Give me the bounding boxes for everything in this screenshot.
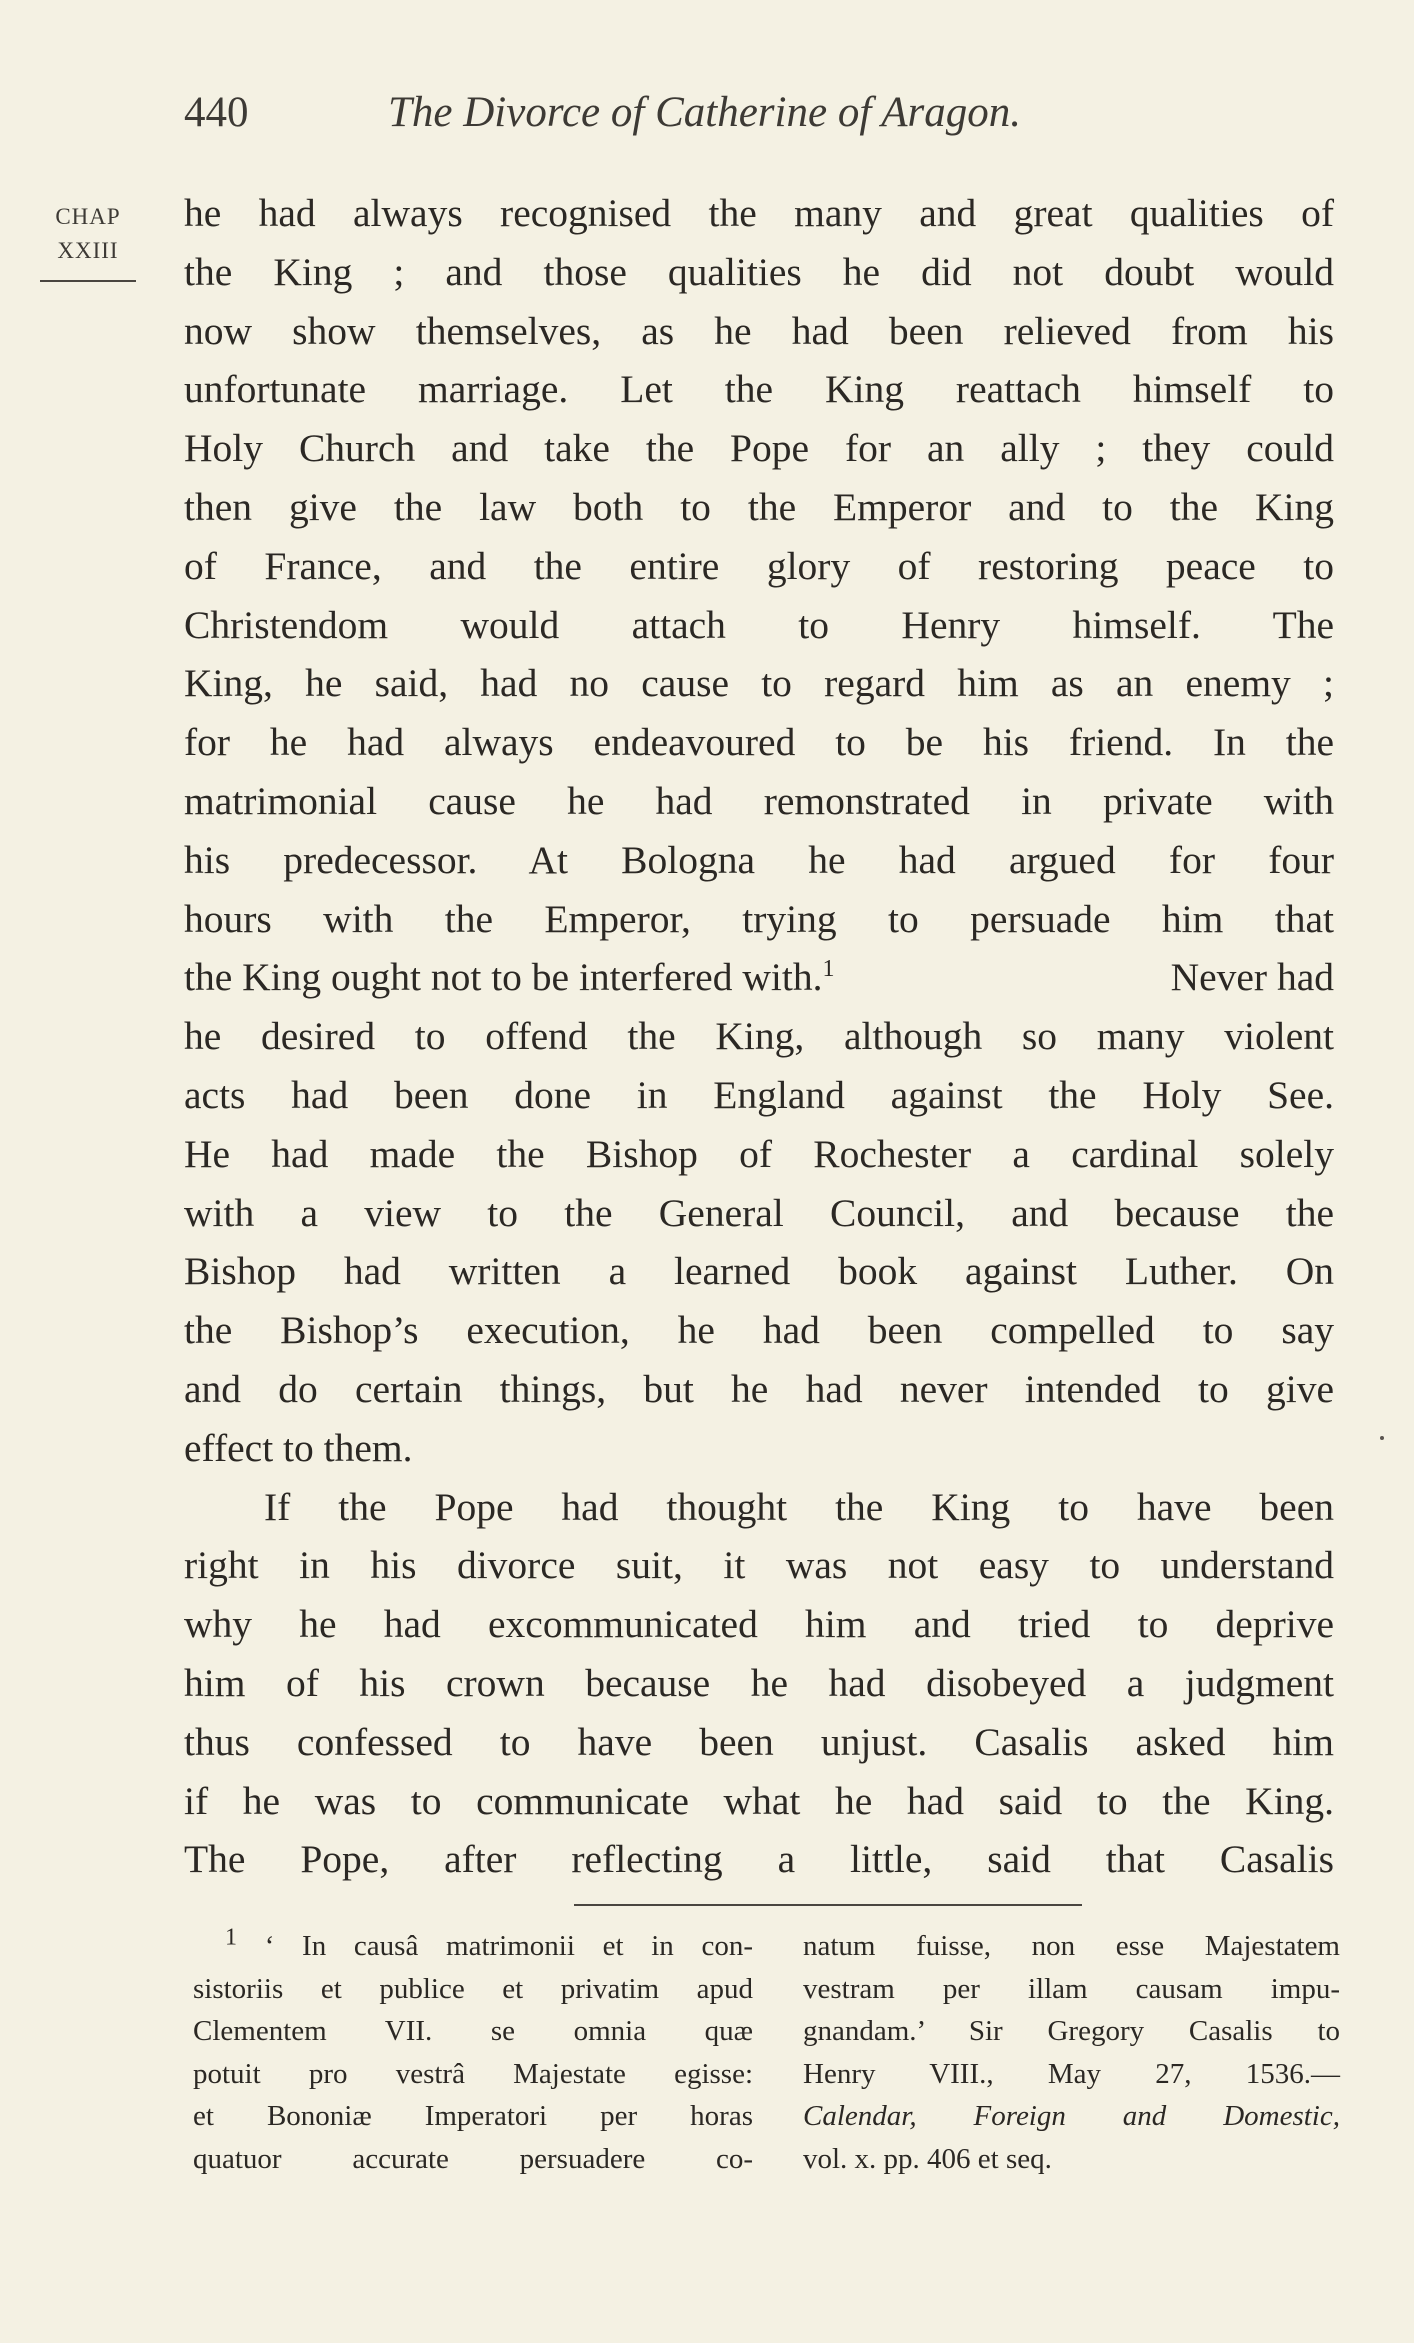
- text-line: effect to them.: [184, 1425, 413, 1470]
- footnote-line: vestram per illam causam impu-: [803, 1972, 1340, 2005]
- footnote-line: sistoriis et publice et privatim apud: [193, 1972, 753, 2005]
- footnote-column-left: [193, 1925, 753, 2180]
- text-line: if he was to communicate what he had said to the King.: [184, 1778, 1334, 1823]
- text-line: he desired to offend the King, although so many violent: [184, 1014, 1334, 1059]
- text-line: his predecessor. At Bologna he had argued for four: [184, 837, 1334, 882]
- text-line: The Pope, after reflecting a little, said that Casalis: [184, 1837, 1334, 1882]
- footnote-column-right: [803, 1925, 1340, 2180]
- text-line: matrimonial cause he had remonstrated in private with: [184, 778, 1334, 823]
- text-line: He had made the Bishop of Rochester a cardinal solely: [184, 1131, 1334, 1176]
- footnote-rule: [574, 1904, 1082, 1906]
- text-line-head: the King ought not to be interfered with.: [184, 955, 823, 1000]
- page-number: 440: [184, 89, 249, 136]
- text-line: with a view to the General Council, and because the: [184, 1190, 1334, 1235]
- text-line: and do certain things, but he had never intended to give: [184, 1366, 1334, 1411]
- text-line: acts had been done in England against the Holy See.: [184, 1072, 1334, 1117]
- footnote-marker: 1: [225, 1924, 237, 1951]
- text-line: thus confessed to have been unjust. Casalis asked him: [184, 1719, 1334, 1764]
- text-line: of France, and the entire glory of restoring peace to: [184, 543, 1334, 588]
- footnote-line: vol. x. pp. 406 et seq.: [803, 2142, 1052, 2175]
- footnote-line: Clementem VII. se omnia quæ: [193, 2015, 753, 2047]
- text-line: then give the law both to the Emperor and to the King: [184, 484, 1334, 529]
- text-line: unfortunate marriage. Let the King reattach himself to: [184, 367, 1334, 412]
- footnote-ref: 1: [822, 956, 835, 983]
- text-line: for he had always endeavoured to be his friend. In the: [184, 720, 1334, 765]
- footnote-line: et Bononiæ Imperatori per horas: [193, 2100, 753, 2132]
- text-line: hours with the Emperor, trying to persuade him that: [184, 896, 1334, 941]
- footnote-line-italic: Calendar, Foreign and Domestic,: [803, 2100, 1340, 2132]
- paper-speck: [1380, 1436, 1384, 1440]
- text-line: King, he said, had no cause to regard him as an enemy ;: [184, 661, 1334, 706]
- text-line: Holy Church and take the Pope for an ally ; they could: [184, 426, 1334, 471]
- side-note-rule: [40, 280, 136, 282]
- body-text: [184, 184, 1334, 1889]
- footnote-line: Henry VIII., May 27, 1536.—: [803, 2057, 1340, 2090]
- footnote-line: gnandam.’ Sir Gregory Casalis to: [803, 2015, 1340, 2047]
- text-line: right in his divorce suit, it was not easy to understand: [184, 1543, 1334, 1588]
- text-line: Bishop had written a learned book against Luther. On: [184, 1249, 1334, 1294]
- chapter-side-note: [38, 200, 138, 282]
- chap-label: CHAP: [55, 204, 121, 229]
- text-line-with-footnote: [184, 948, 1334, 1007]
- text-line-tail: Never had: [1170, 955, 1334, 1000]
- text-line: the Bishop’s execution, he had been compelled to say: [184, 1308, 1334, 1353]
- running-header: [178, 88, 1128, 138]
- running-title: The Divorce of Catherine of Aragon.: [388, 89, 1021, 136]
- paragraph-start-line: If the Pope had thought the King to have been: [264, 1484, 1334, 1529]
- text-line: the King ; and those qualities he did not doubt would: [184, 249, 1334, 294]
- footnote-line: natum fuisse, non esse Majestatem: [803, 1930, 1340, 1962]
- text-line: he had always recognised the many and great qualities of: [184, 191, 1334, 235]
- text-line: now show themselves, as he had been relieved from his: [184, 308, 1334, 353]
- footnote-line: potuit pro vestrâ Majestate egisse:: [193, 2057, 753, 2090]
- chap-number: XXIII: [57, 238, 119, 263]
- text-line: why he had excommunicated him and tried to deprive: [184, 1602, 1334, 1647]
- footnote-line: $^1$ ‘ In causâ matrimonii et in con-: [225, 1924, 753, 1962]
- footnote-line: quatuor accurate persuadere co-: [193, 2142, 753, 2175]
- text-line: him of his crown because he had disobeyed a judgment: [184, 1660, 1334, 1705]
- text-line: Christendom would attach to Henry himself. The: [184, 602, 1334, 647]
